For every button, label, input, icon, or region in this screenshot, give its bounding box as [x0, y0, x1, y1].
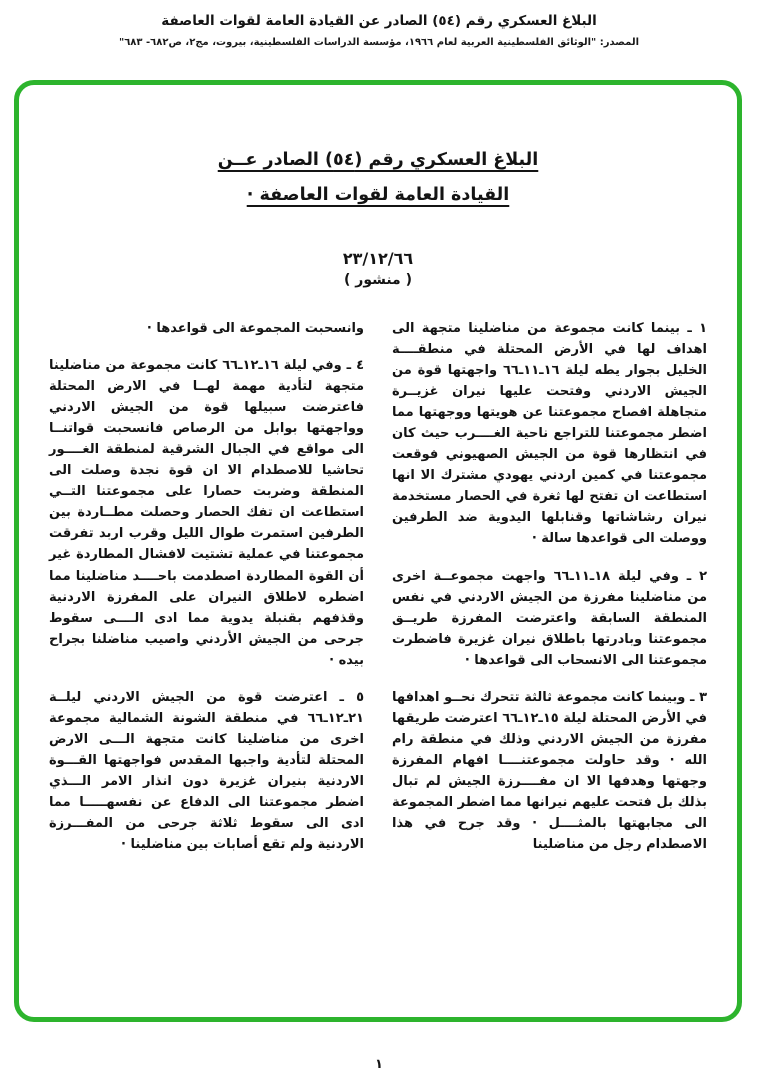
- document-title: [49, 143, 707, 213]
- paragraph-item-5: ٥ ـ اعترضت قوة من الجيش الاردني ليلــة ٢١ـ١٢ـ٦٦ في منطقة الشونة الشمالية مجموعة اخرى من مناضلينا كانت متجهة الـــى الارض المحتلة لتأدية واجبها المقدس فواجهتها القـــوة الاردنية بنيران غزيرة دون انذار الامر الـــذي اضطر مجموعتنا الى الدفاع عن نفسهـــــا مما ادى الى سقوط ثلاثة جرحى من المفـــرزة الاردنية ولم تقع أصابات بين مناضلينا ·: [49, 689, 364, 853]
- paragraph-item-1: ١ ـ بينما كانت مجموعة من مناضلينا متجهة الى اهداف لها في الأرض المحتلة في منطقــــة الخليل بجوار يطه ليلة ١٦ـ١١ـ٦٦ واجهتها قوة من الجيش الاردني وفتحت عليها نيران غزيــرة متجاهلة افصاح مجموعتنا عن هويتها ووجهتها مما اضطر مجموعتنا للتراجع ناحية الغــــرب حيث كان في انتظارها قوة من الجيش الصهيوني فوقعت مجموعتنا في كمين اردني يهودي مشترك الا انها استطاعت ان تفتح لها ثغرة في الحصار مستخدمة نيران رشاشاتها وقنابلها اليدوية ضد الطرفين ووصلت الى قواعدها سالة ·: [392, 321, 707, 547]
- document-header: [0, 0, 758, 48]
- paragraph-item-4: ٤ ـ وفي ليلة ١٦ـ١٢ـ٦٦ كانت مجموعة من مناضلينا متجهة لتأدية مهمة لهــا في الارض المحتلة فاعترضت سبيلها قوة من الجيش الاردني وواجهتها بوابل من الرصاص فانسحبت قواتنــا الى مواقع في الجبال الشرقية لمنطقة الغــــور تحاشيا للاصطدام الا ان قوة نجدة وصلت الى المنطقة وضربت حصارا على مجموعتنا التــي استطاعت ان تفك الحصار وحصلت مطــاردة بين الطرفين استمرت طوال الليل وقرب اربد تفرقت مجموعتنا في عملية تشتيت لافشال المطاردة غير أن القوة المطاردة اصطدمت باحــــد مناضلينا مما اضطره لاطلاق النيران على المفرزة الاردنية وقذفهم بقنبلة يدوية مما ادى الــــى سقوط جرحى من الجيش الأردني واصيب مناضلنا بجراح بيده ·: [49, 358, 364, 668]
- header-title: البلاغ العسكري رقم (٥٤) الصادر عن القيادة العامة لقوات العاصفة: [161, 13, 597, 29]
- paragraph-continuation: وانسحبت المجموعة الى قواعدها ·: [146, 321, 364, 336]
- document-date: ٢٣/١٢/٦٦: [342, 249, 414, 268]
- body-columns: [49, 318, 707, 871]
- document-title-line1: البلاغ العسكري رقم (٥٤) الصادر عــن: [217, 150, 539, 170]
- page-number: ١: [375, 1057, 383, 1072]
- column-right: [392, 318, 707, 871]
- publication-note: ( منشور ): [343, 272, 412, 288]
- column-left: [49, 318, 364, 871]
- paragraph-item-3: ٣ ـ وبينما كانت مجموعة ثالثة تتحرك نحــو اهدافها في الأرض المحتلة ليلة ١٥ـ١٢ـ٦٦ اعترضت طريقها مفرزة من الجيش الاردني وذلك في منطقة رام الله · وقد حاولت مجموعتنــــا افهام المفرزة وجهتها وهدفها الا ان مفــــرزة الجيش لم تبال بذلك بل فتحت عليهم نيرانها مما اضطر المجموعة الى مجابهتها بالمثــــل · وقد جرح في هذا الاصطدام رجل من مناضلينا: [392, 689, 707, 853]
- paragraph-item-2: ٢ ـ وفي ليلة ١٨ـ١١ـ٦٦ واجهت مجموعــة اخرى من مناضلينا مفرزة من الجيش الاردني في نفس المنطقة السابقة واعترضت المفرزة طريــق مجموعتنا وبادرتها باطلاق نيران غزيرة فاضطرت مجموعتنا الى الانسحاب الى قواعدها ·: [392, 568, 707, 668]
- document-title-line2: القيادة العامة لقوات العاصفة ·: [246, 185, 510, 205]
- document-frame: [14, 80, 742, 1022]
- header-source-citation: المصدر: "الوثائق الفلسطينية العربية لعام ١٩٦٦، مؤسسة الدراسات الفلسطينية، بيروت، مج٢، ص٦٨٢- ٦٨٣": [118, 36, 640, 48]
